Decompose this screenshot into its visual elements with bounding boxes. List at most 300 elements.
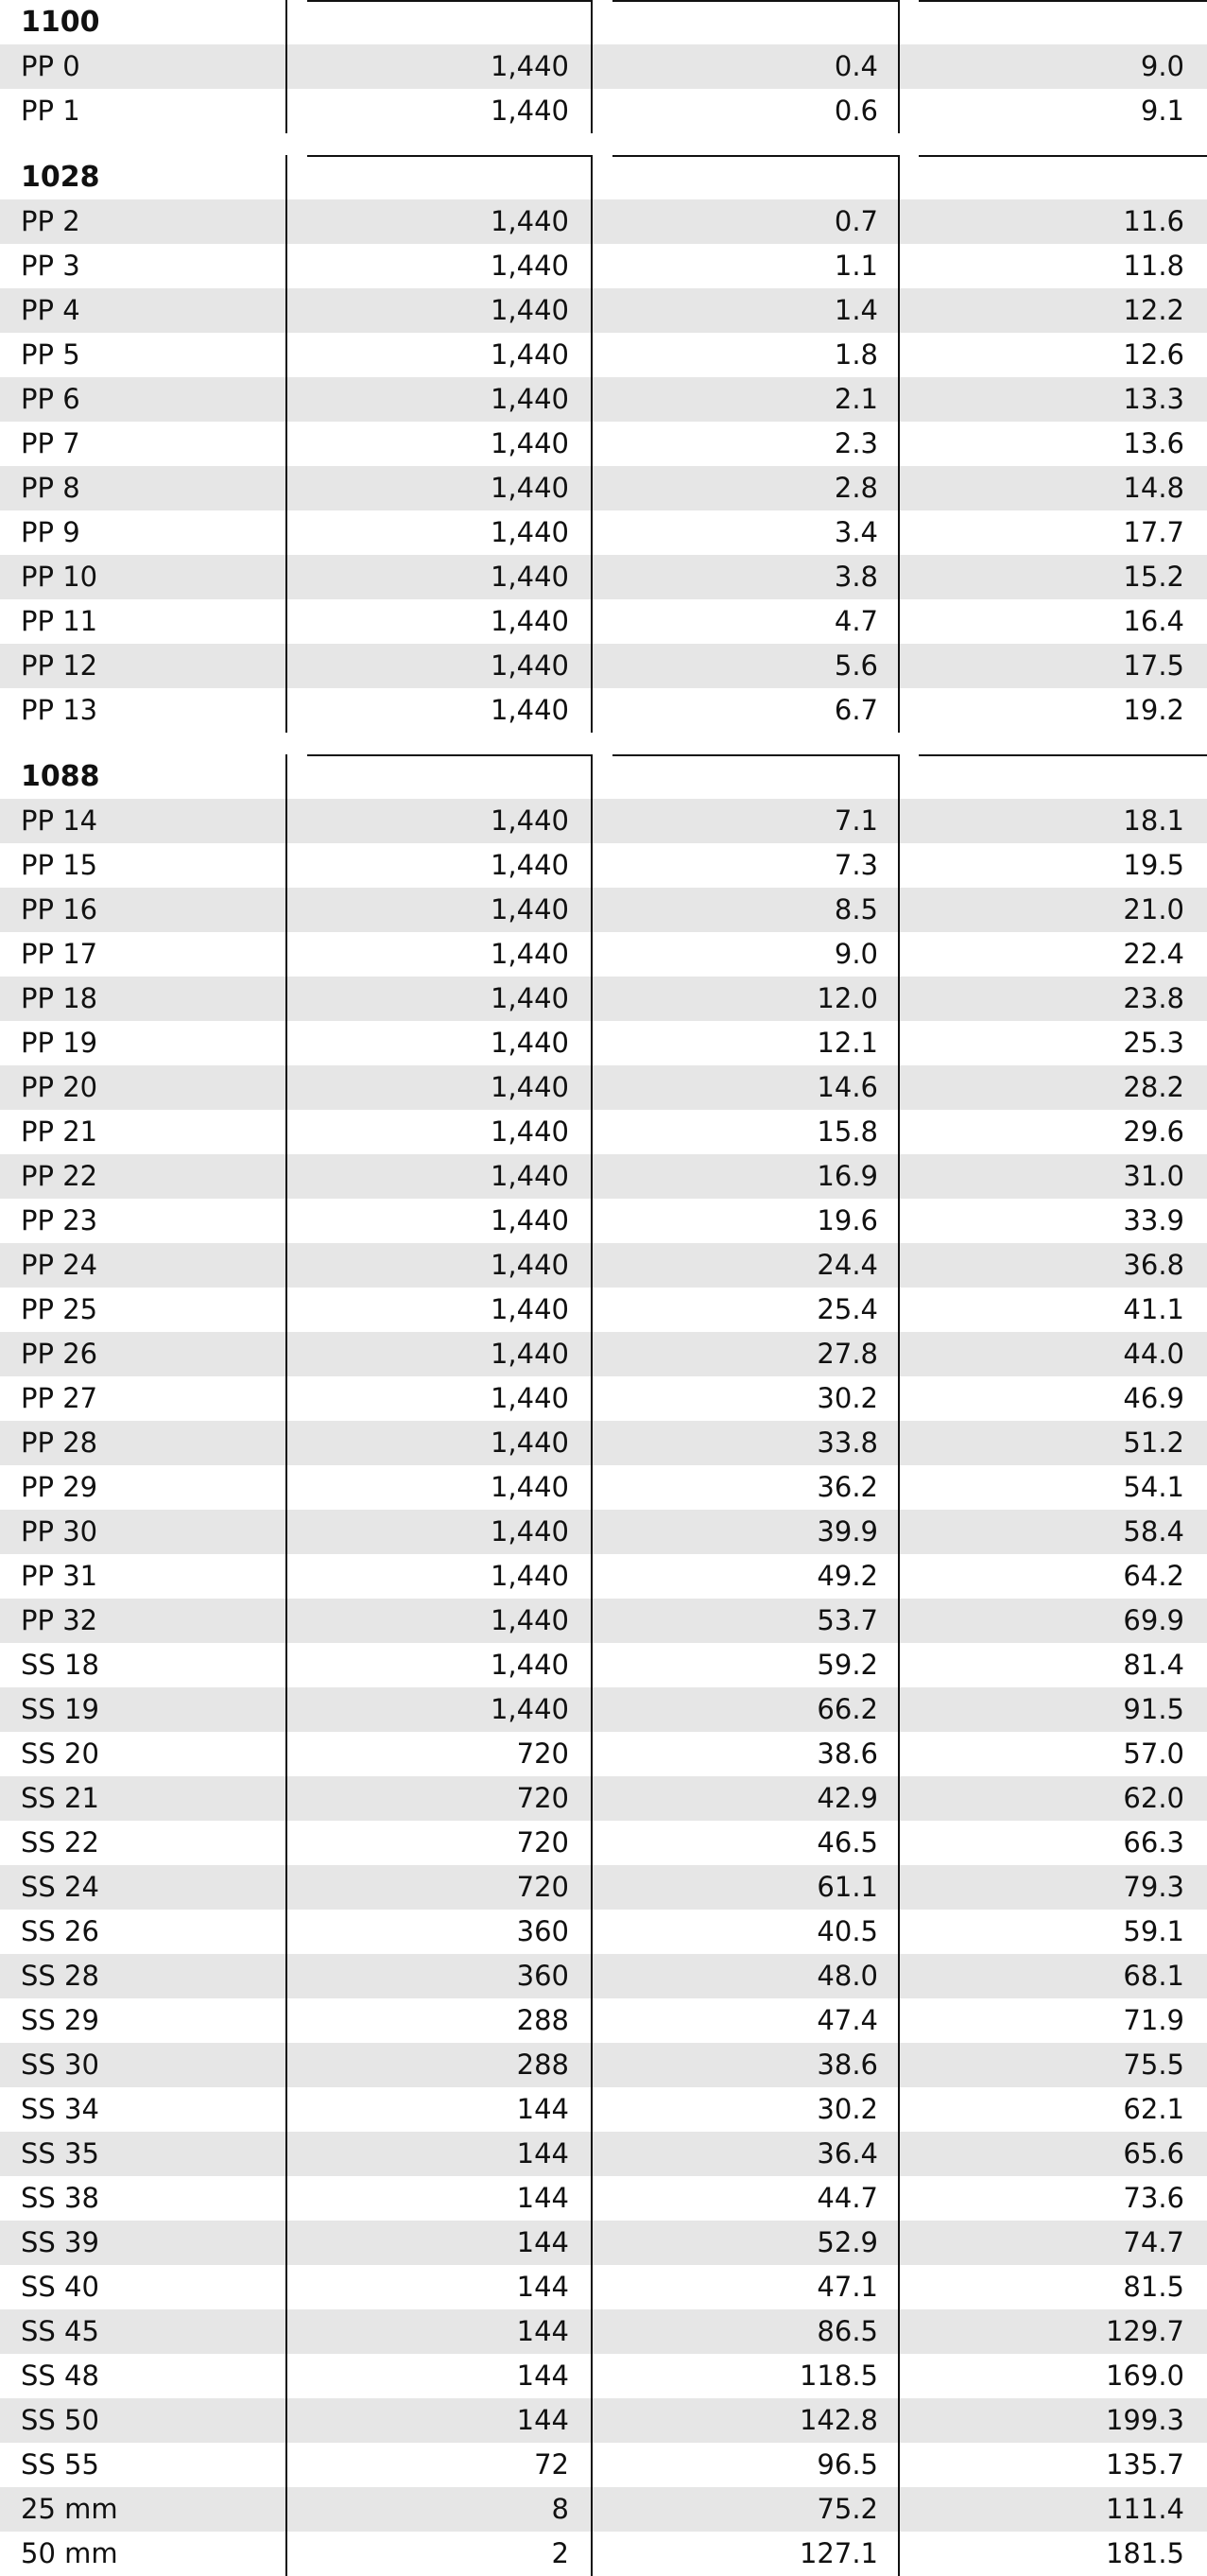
value-a-cell: 118.5 bbox=[799, 2360, 878, 2392]
quantity-cell: 1,440 bbox=[490, 1693, 569, 1725]
table-row bbox=[0, 2132, 1207, 2176]
quantity-cell: 1,440 bbox=[490, 1027, 569, 1059]
value-b-cell: 28.2 bbox=[1123, 1071, 1184, 1103]
value-b-cell: 79.3 bbox=[1123, 1871, 1184, 1903]
value-a-cell: 49.2 bbox=[817, 1560, 878, 1592]
table-row bbox=[0, 1643, 1207, 1687]
item-code-cell: PP 20 bbox=[21, 1071, 98, 1103]
quantity-cell: 144 bbox=[516, 2360, 569, 2392]
table-row bbox=[0, 1376, 1207, 1421]
row-shade bbox=[0, 466, 1207, 510]
item-code-cell: PP 15 bbox=[21, 849, 98, 881]
group-title: 1028 bbox=[21, 161, 100, 194]
item-code-cell: PP 24 bbox=[21, 1249, 98, 1281]
value-a-cell: 38.6 bbox=[817, 2049, 878, 2081]
quantity-cell: 1,440 bbox=[490, 1160, 569, 1192]
quantity-cell: 1,440 bbox=[490, 1115, 569, 1148]
item-code-cell: PP 30 bbox=[21, 1515, 98, 1547]
table-row bbox=[0, 1332, 1207, 1376]
item-code-cell: SS 20 bbox=[21, 1738, 99, 1770]
value-b-cell: 11.6 bbox=[1123, 205, 1184, 237]
value-b-cell: 58.4 bbox=[1123, 1515, 1184, 1547]
header-rule bbox=[307, 754, 591, 756]
quantity-cell: 288 bbox=[516, 2004, 569, 2036]
value-a-cell: 142.8 bbox=[799, 2404, 878, 2436]
value-a-cell: 4.7 bbox=[834, 605, 878, 637]
table-row bbox=[0, 1154, 1207, 1199]
quantity-cell: 720 bbox=[516, 1871, 569, 1903]
item-code-cell: SS 24 bbox=[21, 1871, 99, 1903]
item-code-cell: PP 4 bbox=[21, 294, 80, 326]
table-row bbox=[0, 1554, 1207, 1599]
row-shade bbox=[0, 288, 1207, 333]
table-row bbox=[0, 1998, 1207, 2043]
value-a-cell: 39.9 bbox=[817, 1515, 878, 1547]
quantity-cell: 2 bbox=[551, 2537, 569, 2569]
item-code-cell: PP 11 bbox=[21, 605, 98, 637]
value-a-cell: 40.5 bbox=[817, 1915, 878, 1947]
table-row bbox=[0, 1021, 1207, 1065]
quantity-cell: 1,440 bbox=[490, 383, 569, 415]
value-a-cell: 86.5 bbox=[817, 2315, 878, 2347]
value-b-cell: 62.1 bbox=[1123, 2093, 1184, 2125]
column-divider bbox=[591, 0, 593, 133]
table-row bbox=[0, 2043, 1207, 2087]
value-a-cell: 75.2 bbox=[817, 2493, 878, 2525]
value-b-cell: 36.8 bbox=[1123, 1249, 1184, 1281]
table-row bbox=[0, 799, 1207, 843]
value-a-cell: 52.9 bbox=[817, 2226, 878, 2258]
quantity-cell: 1,440 bbox=[490, 95, 569, 127]
table-row bbox=[0, 1243, 1207, 1288]
value-b-cell: 81.4 bbox=[1123, 1649, 1184, 1681]
header-rule bbox=[307, 155, 591, 157]
table-row bbox=[0, 1065, 1207, 1110]
quantity-cell: 144 bbox=[516, 2404, 569, 2436]
value-a-cell: 3.4 bbox=[834, 516, 878, 548]
table-row bbox=[0, 2309, 1207, 2354]
column-divider bbox=[285, 155, 287, 733]
value-b-cell: 68.1 bbox=[1123, 1960, 1184, 1992]
quantity-cell: 360 bbox=[516, 1960, 569, 1992]
table-row bbox=[0, 888, 1207, 932]
quantity-cell: 1,440 bbox=[490, 1293, 569, 1325]
value-b-cell: 46.9 bbox=[1123, 1382, 1184, 1414]
item-code-cell: PP 29 bbox=[21, 1471, 98, 1503]
column-divider bbox=[285, 0, 287, 133]
value-b-cell: 66.3 bbox=[1123, 1826, 1184, 1859]
value-a-cell: 0.4 bbox=[834, 50, 878, 82]
quantity-cell: 1,440 bbox=[490, 205, 569, 237]
value-b-cell: 74.7 bbox=[1123, 2226, 1184, 2258]
value-a-cell: 53.7 bbox=[817, 1604, 878, 1636]
value-a-cell: 59.2 bbox=[817, 1649, 878, 1681]
value-b-cell: 54.1 bbox=[1123, 1471, 1184, 1503]
table-group bbox=[0, 754, 1207, 2576]
table-row bbox=[0, 843, 1207, 888]
value-b-cell: 21.0 bbox=[1123, 893, 1184, 925]
table-row bbox=[0, 377, 1207, 422]
value-b-cell: 16.4 bbox=[1123, 605, 1184, 637]
row-shade bbox=[0, 1954, 1207, 1998]
value-a-cell: 0.6 bbox=[834, 95, 878, 127]
value-a-cell: 19.6 bbox=[817, 1204, 878, 1236]
quantity-cell: 720 bbox=[516, 1826, 569, 1859]
row-shade bbox=[0, 644, 1207, 688]
value-b-cell: 75.5 bbox=[1123, 2049, 1184, 2081]
table-row bbox=[0, 1954, 1207, 1998]
quantity-cell: 1,440 bbox=[490, 1604, 569, 1636]
item-code-cell: PP 25 bbox=[21, 1293, 98, 1325]
value-a-cell: 1.1 bbox=[834, 250, 878, 282]
table-row bbox=[0, 1110, 1207, 1154]
quantity-cell: 1,440 bbox=[490, 1649, 569, 1681]
quantity-cell: 1,440 bbox=[490, 338, 569, 371]
item-code-cell: 50 mm bbox=[21, 2537, 118, 2569]
value-b-cell: 62.0 bbox=[1123, 1782, 1184, 1814]
value-b-cell: 41.1 bbox=[1123, 1293, 1184, 1325]
row-shade bbox=[0, 2221, 1207, 2265]
table-row bbox=[0, 2087, 1207, 2132]
table-row bbox=[0, 422, 1207, 466]
header-rule bbox=[612, 754, 898, 756]
item-code-cell: PP 12 bbox=[21, 649, 98, 682]
item-code-cell: PP 18 bbox=[21, 982, 98, 1014]
value-a-cell: 42.9 bbox=[817, 1782, 878, 1814]
row-shade bbox=[0, 2309, 1207, 2354]
value-b-cell: 135.7 bbox=[1105, 2448, 1184, 2481]
value-a-cell: 27.8 bbox=[817, 1338, 878, 1370]
value-a-cell: 2.3 bbox=[834, 427, 878, 459]
table-row bbox=[0, 555, 1207, 599]
value-a-cell: 127.1 bbox=[799, 2537, 878, 2569]
value-b-cell: 59.1 bbox=[1123, 1915, 1184, 1947]
row-shade bbox=[0, 1865, 1207, 1910]
value-a-cell: 7.1 bbox=[834, 804, 878, 837]
item-code-cell: PP 21 bbox=[21, 1115, 98, 1148]
item-code-cell: SS 45 bbox=[21, 2315, 99, 2347]
value-b-cell: 64.2 bbox=[1123, 1560, 1184, 1592]
item-code-cell: 25 mm bbox=[21, 2493, 118, 2525]
item-code-cell: PP 9 bbox=[21, 516, 80, 548]
quantity-cell: 1,440 bbox=[490, 516, 569, 548]
row-shade bbox=[0, 799, 1207, 843]
item-code-cell: SS 19 bbox=[21, 1693, 99, 1725]
row-shade bbox=[0, 977, 1207, 1021]
table-row bbox=[0, 1865, 1207, 1910]
quantity-cell: 144 bbox=[516, 2226, 569, 2258]
column-divider bbox=[898, 754, 900, 2576]
quantity-cell: 1,440 bbox=[490, 250, 569, 282]
row-shade bbox=[0, 555, 1207, 599]
table-row bbox=[0, 89, 1207, 133]
table-row bbox=[0, 2176, 1207, 2221]
value-a-cell: 44.7 bbox=[817, 2182, 878, 2214]
group-header-row bbox=[0, 754, 1207, 799]
row-shade bbox=[0, 377, 1207, 422]
table-row bbox=[0, 2265, 1207, 2309]
table-row bbox=[0, 599, 1207, 644]
item-code-cell: PP 17 bbox=[21, 938, 98, 970]
quantity-cell: 1,440 bbox=[490, 605, 569, 637]
quantity-cell: 1,440 bbox=[490, 1515, 569, 1547]
quantity-cell: 1,440 bbox=[490, 1204, 569, 1236]
value-a-cell: 30.2 bbox=[817, 1382, 878, 1414]
table-group bbox=[0, 155, 1207, 733]
quantity-cell: 1,440 bbox=[490, 1382, 569, 1414]
table-row bbox=[0, 2443, 1207, 2487]
value-a-cell: 8.5 bbox=[834, 893, 878, 925]
column-divider bbox=[285, 754, 287, 2576]
quantity-cell: 360 bbox=[516, 1915, 569, 1947]
header-rule bbox=[919, 0, 1207, 2]
item-code-cell: PP 28 bbox=[21, 1426, 98, 1459]
value-a-cell: 38.6 bbox=[817, 1738, 878, 1770]
value-b-cell: 57.0 bbox=[1123, 1738, 1184, 1770]
table-row bbox=[0, 244, 1207, 288]
column-divider bbox=[591, 155, 593, 733]
value-b-cell: 169.0 bbox=[1105, 2360, 1184, 2392]
value-b-cell: 9.0 bbox=[1140, 50, 1184, 82]
quantity-cell: 720 bbox=[516, 1738, 569, 1770]
value-a-cell: 61.1 bbox=[817, 1871, 878, 1903]
quantity-cell: 72 bbox=[534, 2448, 569, 2481]
column-divider bbox=[898, 155, 900, 733]
item-code-cell: PP 22 bbox=[21, 1160, 98, 1192]
table-row bbox=[0, 932, 1207, 977]
value-a-cell: 3.8 bbox=[834, 561, 878, 593]
value-a-cell: 1.8 bbox=[834, 338, 878, 371]
table-row bbox=[0, 2221, 1207, 2265]
value-b-cell: 29.6 bbox=[1123, 1115, 1184, 1148]
quantity-cell: 1,440 bbox=[490, 938, 569, 970]
table-row bbox=[0, 44, 1207, 89]
table-row bbox=[0, 510, 1207, 555]
quantity-cell: 8 bbox=[551, 2493, 569, 2525]
quantity-cell: 1,440 bbox=[490, 849, 569, 881]
value-b-cell: 69.9 bbox=[1123, 1604, 1184, 1636]
header-rule bbox=[612, 0, 898, 2]
value-b-cell: 9.1 bbox=[1140, 95, 1184, 127]
row-shade bbox=[0, 1510, 1207, 1554]
table-row bbox=[0, 199, 1207, 244]
table-row bbox=[0, 1599, 1207, 1643]
item-code-cell: SS 26 bbox=[21, 1915, 99, 1947]
value-a-cell: 0.7 bbox=[834, 205, 878, 237]
item-code-cell: SS 40 bbox=[21, 2271, 99, 2303]
item-code-cell: SS 39 bbox=[21, 2226, 99, 2258]
value-a-cell: 5.6 bbox=[834, 649, 878, 682]
table-row bbox=[0, 288, 1207, 333]
row-shade bbox=[0, 199, 1207, 244]
quantity-cell: 1,440 bbox=[490, 649, 569, 682]
value-b-cell: 22.4 bbox=[1123, 938, 1184, 970]
quantity-cell: 1,440 bbox=[490, 804, 569, 837]
table-row bbox=[0, 1910, 1207, 1954]
item-code-cell: PP 2 bbox=[21, 205, 80, 237]
quantity-cell: 1,440 bbox=[490, 694, 569, 726]
value-b-cell: 12.2 bbox=[1123, 294, 1184, 326]
value-b-cell: 73.6 bbox=[1123, 2182, 1184, 2214]
table-row bbox=[0, 1776, 1207, 1821]
group-header-row bbox=[0, 0, 1207, 44]
item-code-cell: SS 22 bbox=[21, 1826, 99, 1859]
row-shade bbox=[0, 2043, 1207, 2087]
column-divider bbox=[591, 754, 593, 2576]
value-a-cell: 6.7 bbox=[834, 694, 878, 726]
value-b-cell: 19.2 bbox=[1123, 694, 1184, 726]
table-row bbox=[0, 1199, 1207, 1243]
table-row bbox=[0, 333, 1207, 377]
quantity-cell: 1,440 bbox=[490, 1249, 569, 1281]
item-code-cell: SS 28 bbox=[21, 1960, 99, 1992]
quantity-cell: 1,440 bbox=[490, 1471, 569, 1503]
value-a-cell: 36.2 bbox=[817, 1471, 878, 1503]
value-b-cell: 13.3 bbox=[1123, 383, 1184, 415]
header-rule bbox=[307, 0, 591, 2]
quantity-cell: 1,440 bbox=[490, 1426, 569, 1459]
value-a-cell: 25.4 bbox=[817, 1293, 878, 1325]
row-shade bbox=[0, 1332, 1207, 1376]
item-code-cell: SS 55 bbox=[21, 2448, 99, 2481]
item-code-cell: SS 35 bbox=[21, 2137, 99, 2170]
header-rule bbox=[919, 754, 1207, 756]
value-a-cell: 47.4 bbox=[817, 2004, 878, 2036]
quantity-cell: 1,440 bbox=[490, 1071, 569, 1103]
item-code-cell: PP 8 bbox=[21, 472, 80, 504]
row-shade bbox=[0, 2398, 1207, 2443]
quantity-cell: 1,440 bbox=[490, 50, 569, 82]
value-b-cell: 17.7 bbox=[1123, 516, 1184, 548]
quantity-cell: 144 bbox=[516, 2182, 569, 2214]
value-a-cell: 7.3 bbox=[834, 849, 878, 881]
value-b-cell: 51.2 bbox=[1123, 1426, 1184, 1459]
item-code-cell: PP 23 bbox=[21, 1204, 98, 1236]
value-a-cell: 96.5 bbox=[817, 2448, 878, 2481]
item-code-cell: PP 31 bbox=[21, 1560, 98, 1592]
value-a-cell: 15.8 bbox=[817, 1115, 878, 1148]
table-row bbox=[0, 644, 1207, 688]
value-b-cell: 13.6 bbox=[1123, 427, 1184, 459]
table-row bbox=[0, 1687, 1207, 1732]
row-shade bbox=[0, 888, 1207, 932]
item-code-cell: SS 48 bbox=[21, 2360, 99, 2392]
value-b-cell: 81.5 bbox=[1123, 2271, 1184, 2303]
quantity-cell: 144 bbox=[516, 2137, 569, 2170]
item-code-cell: PP 5 bbox=[21, 338, 80, 371]
item-code-cell: PP 6 bbox=[21, 383, 80, 415]
value-b-cell: 181.5 bbox=[1105, 2537, 1184, 2569]
column-divider bbox=[898, 0, 900, 133]
row-shade bbox=[0, 1599, 1207, 1643]
value-a-cell: 12.0 bbox=[817, 982, 878, 1014]
row-shade bbox=[0, 1065, 1207, 1110]
value-a-cell: 9.0 bbox=[834, 938, 878, 970]
value-a-cell: 14.6 bbox=[817, 1071, 878, 1103]
item-code-cell: PP 16 bbox=[21, 893, 98, 925]
item-code-cell: SS 50 bbox=[21, 2404, 99, 2436]
value-a-cell: 66.2 bbox=[817, 1693, 878, 1725]
value-a-cell: 16.9 bbox=[817, 1160, 878, 1192]
value-b-cell: 65.6 bbox=[1123, 2137, 1184, 2170]
table-row bbox=[0, 1465, 1207, 1510]
table-row bbox=[0, 2532, 1207, 2576]
value-a-cell: 2.1 bbox=[834, 383, 878, 415]
header-rule bbox=[919, 155, 1207, 157]
item-code-cell: PP 32 bbox=[21, 1604, 98, 1636]
value-b-cell: 129.7 bbox=[1105, 2315, 1184, 2347]
table-row bbox=[0, 1421, 1207, 1465]
quantity-cell: 1,440 bbox=[490, 893, 569, 925]
item-code-cell: PP 10 bbox=[21, 561, 98, 593]
item-code-cell: PP 13 bbox=[21, 694, 98, 726]
table-row bbox=[0, 2354, 1207, 2398]
item-code-cell: SS 21 bbox=[21, 1782, 99, 1814]
item-code-cell: PP 1 bbox=[21, 95, 80, 127]
quantity-cell: 1,440 bbox=[490, 472, 569, 504]
row-shade bbox=[0, 1687, 1207, 1732]
value-b-cell: 199.3 bbox=[1105, 2404, 1184, 2436]
value-a-cell: 46.5 bbox=[817, 1826, 878, 1859]
value-b-cell: 11.8 bbox=[1123, 250, 1184, 282]
item-code-cell: SS 18 bbox=[21, 1649, 99, 1681]
table-row bbox=[0, 2398, 1207, 2443]
item-code-cell: PP 19 bbox=[21, 1027, 98, 1059]
value-a-cell: 36.4 bbox=[817, 2137, 878, 2170]
item-code-cell: SS 30 bbox=[21, 2049, 99, 2081]
value-b-cell: 71.9 bbox=[1123, 2004, 1184, 2036]
item-code-cell: PP 3 bbox=[21, 250, 80, 282]
quantity-cell: 1,440 bbox=[490, 427, 569, 459]
item-code-cell: SS 34 bbox=[21, 2093, 99, 2125]
row-shade bbox=[0, 1243, 1207, 1288]
table-row bbox=[0, 1510, 1207, 1554]
row-shade bbox=[0, 44, 1207, 89]
value-b-cell: 25.3 bbox=[1123, 1027, 1184, 1059]
value-a-cell: 12.1 bbox=[817, 1027, 878, 1059]
row-shade bbox=[0, 1776, 1207, 1821]
table-group bbox=[0, 0, 1207, 133]
value-b-cell: 18.1 bbox=[1123, 804, 1184, 837]
table-row bbox=[0, 1732, 1207, 1776]
quantity-cell: 720 bbox=[516, 1782, 569, 1814]
quantity-cell: 1,440 bbox=[490, 982, 569, 1014]
item-code-cell: SS 29 bbox=[21, 2004, 99, 2036]
value-b-cell: 23.8 bbox=[1123, 982, 1184, 1014]
row-shade bbox=[0, 2487, 1207, 2532]
value-b-cell: 44.0 bbox=[1123, 1338, 1184, 1370]
quantity-cell: 1,440 bbox=[490, 1338, 569, 1370]
value-a-cell: 2.8 bbox=[834, 472, 878, 504]
item-code-cell: PP 26 bbox=[21, 1338, 98, 1370]
group-header-row bbox=[0, 155, 1207, 199]
table-row bbox=[0, 977, 1207, 1021]
row-shade bbox=[0, 1421, 1207, 1465]
item-code-cell: PP 14 bbox=[21, 804, 98, 837]
value-a-cell: 47.1 bbox=[817, 2271, 878, 2303]
value-a-cell: 24.4 bbox=[817, 1249, 878, 1281]
table-row bbox=[0, 1821, 1207, 1865]
quantity-cell: 144 bbox=[516, 2093, 569, 2125]
row-shade bbox=[0, 1154, 1207, 1199]
value-a-cell: 1.4 bbox=[834, 294, 878, 326]
value-b-cell: 17.5 bbox=[1123, 649, 1184, 682]
quantity-cell: 1,440 bbox=[490, 561, 569, 593]
quantity-cell: 1,440 bbox=[490, 294, 569, 326]
value-b-cell: 15.2 bbox=[1123, 561, 1184, 593]
table-row bbox=[0, 2487, 1207, 2532]
item-code-cell: PP 7 bbox=[21, 427, 80, 459]
